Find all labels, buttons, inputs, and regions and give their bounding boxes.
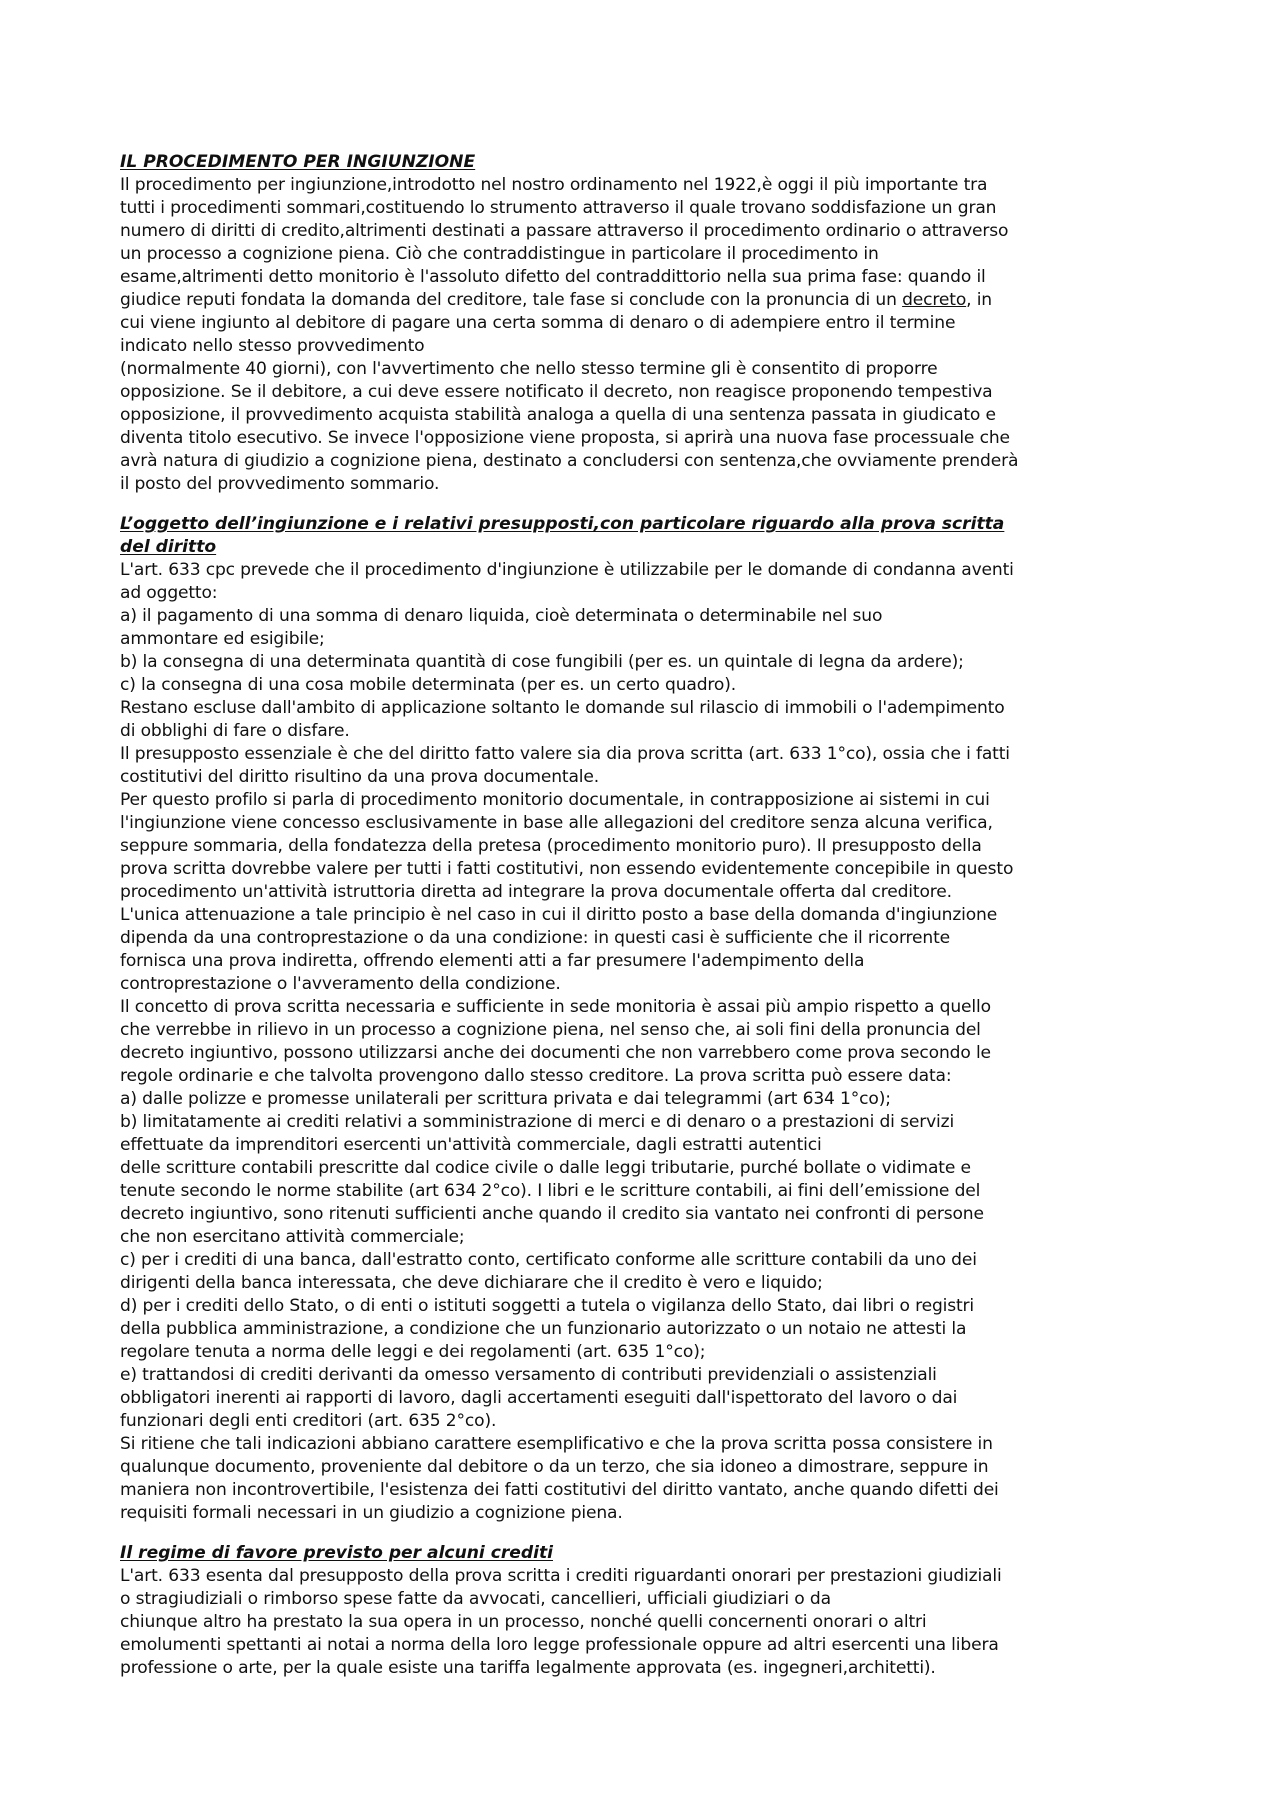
section-heading: Il regime di favore previsto per alcuni crediti [120, 1543, 553, 1563]
body-line: della pubblica amministrazione, a condizione che un funzionario autorizzato o un notaio ne attesti la [120, 1319, 967, 1339]
body-line: L'art. 633 esenta dal presupposto della prova scritta i crediti riguardanti onorari per prestazioni giudiziali [120, 1566, 1002, 1586]
section-oggetto [120, 513, 1166, 1525]
decreto-link[interactable]: decreto [902, 290, 967, 310]
body-line: dipenda da una controprestazione o da una condizione: in questi casi è sufficiente che il ricorrente [120, 928, 950, 948]
body-line: controprestazione o l'avveramento della condizione. [120, 974, 561, 994]
body-line: L'unica attenuazione a tale principio è nel caso in cui il diritto posto a base della domanda d'ingiunzione [120, 905, 998, 925]
body-line: avrà natura di giudizio a cognizione piena, destinato a concludersi con sentenza,che ovviamente prenderà [120, 451, 1019, 471]
body-line: maniera non incontrovertibile, l'esistenza dei fatti costitutivi del diritto vantato, anche quando difetti dei [120, 1480, 999, 1500]
body-line: a) dalle polizze e promesse unilaterali per scrittura privata e dai telegrammi (art 634 1°co); [120, 1089, 891, 1109]
body-line: l'ingiunzione viene concesso esclusivamente in base alle allegazioni del creditore senza alcuna verifica, [120, 813, 993, 833]
body-line: e) trattandosi di crediti derivanti da omesso versamento di contributi previdenziali o assistenziali [120, 1365, 937, 1385]
body-line: numero di diritti di credito,altrimenti destinati a passare attraverso il procedimento ordinario o attraverso [120, 221, 1009, 241]
body-line: esame,altrimenti detto monitorio è l'assoluto difetto del contraddittorio nella sua prima fase: quando il [120, 267, 986, 287]
body-line: decreto ingiuntivo, sono ritenuti sufficienti anche quando il credito sia vantato nei confronti di persone [120, 1204, 984, 1224]
body-line: qualunque documento, proveniente dal debitore o da un terzo, che sia idoneo a dimostrare, seppure in [120, 1457, 989, 1477]
section-gap [120, 1525, 1166, 1542]
body-line: chiunque altro ha prestato la sua opera in un processo, nonché quelli concernenti onorari o altri [120, 1612, 927, 1632]
body-line: cui viene ingiunto al debitore di pagare una certa somma di denaro o di adempiere entro il termine [120, 313, 956, 333]
body-line: emolumenti spettanti ai notai a norma della loro legge professionale oppure ad altri esercenti una libera [120, 1635, 999, 1655]
section-procedimento [120, 151, 1166, 496]
section-regime-favore [120, 1542, 1166, 1680]
body-line: a) il pagamento di una somma di denaro liquida, cioè determinata o determinabile nel suo [120, 606, 883, 626]
body-line: tutti i procedimenti sommari,costituendo lo strumento attraverso il quale trovano soddisfazione un gran [120, 198, 997, 218]
body-line-with-link: giudice reputi fondata la domanda del creditore, tale fase si conclude con la pronuncia di un decreto, in [120, 290, 992, 310]
body-line: che non esercitano attività commerciale; [120, 1227, 465, 1247]
body-line: delle scritture contabili prescritte dal codice civile o dalle leggi tributarie, purché bollate o vidimate e [120, 1158, 971, 1178]
body-line: diventa titolo esecutivo. Se invece l'opposizione viene proposta, si aprirà una nuova fase processuale che [120, 428, 1010, 448]
body-line: Restano escluse dall'ambito di applicazione soltanto le domande sul rilascio di immobili o l'adempimento [120, 698, 1005, 718]
body-line: funzionari degli enti creditori (art. 635 2°co). [120, 1411, 497, 1431]
body-line: Per questo profilo si parla di procedimento monitorio documentale, in contrapposizione ai sistemi in cui [120, 790, 990, 810]
body-line: Il concetto di prova scritta necessaria e sufficiente in sede monitoria è assai più ampio rispetto a quello [120, 997, 991, 1017]
body-line: opposizione. Se il debitore, a cui deve essere notificato il decreto, non reagisce proponendo tempestiva [120, 382, 993, 402]
body-line: un processo a cognizione piena. Ciò che contraddistingue in particolare il procedimento in [120, 244, 879, 264]
body-line: dirigenti della banca interessata, che deve dichiarare che il credito è vero e liquido; [120, 1273, 823, 1293]
section-heading: L’oggetto dell’ingiunzione e i relativi presupposti,con particolare riguardo alla prova scritta [120, 514, 1005, 534]
body-line: d) per i crediti dello Stato, o di enti o istituti soggetti a tutela o vigilanza dello Stato, dai libri o registri [120, 1296, 975, 1316]
body-line: L'art. 633 cpc prevede che il procedimento d'ingiunzione è utilizzabile per le domande di condanna aventi [120, 560, 1014, 580]
body-line: obbligatori inerenti ai rapporti di lavoro, dagli accertamenti eseguiti dall'ispettorato del lavoro o dai [120, 1388, 958, 1408]
body-line: (normalmente 40 giorni), con l'avvertimento che nello stesso termine gli è consentito di proporre [120, 359, 938, 379]
body-line: c) la consegna di una cosa mobile determinata (per es. un certo quadro). [120, 675, 737, 695]
section-heading: IL PROCEDIMENTO PER INGIUNZIONE [120, 152, 476, 172]
body-line: decreto ingiuntivo, possono utilizzarsi anche dei documenti che non varrebbero come prova secondo le [120, 1043, 991, 1063]
body-line: costitutivi del diritto risultino da una prova documentale. [120, 767, 600, 787]
body-line: che verrebbe in rilievo in un processo a cognizione piena, nel senso che, ai soli fini della pronuncia del [120, 1020, 981, 1040]
body-line: tenute secondo le norme stabilite (art 634 2°co). I libri e le scritture contabili, ai fini dell’emissione del [120, 1181, 981, 1201]
body-line: il posto del provvedimento sommario. [120, 474, 440, 494]
section-heading-continued: del diritto [120, 537, 217, 557]
body-line: seppure sommaria, della fondatezza della pretesa (procedimento monitorio puro). Il presupposto della [120, 836, 982, 856]
body-line: requisiti formali necessari in un giudizio a cognizione piena. [120, 1503, 623, 1523]
body-line: c) per i crediti di una banca, dall'estratto conto, certificato conforme alle scritture contabili da uno dei [120, 1250, 977, 1270]
body-line: b) limitatamente ai crediti relativi a somministrazione di merci e di denaro o a prestazioni di servizi [120, 1112, 955, 1132]
body-line: effettuate da imprenditori esercenti un'attività commerciale, dagli estratti autentici [120, 1135, 822, 1155]
body-line: Si ritiene che tali indicazioni abbiano carattere esemplificativo e che la prova scritta possa consistere in [120, 1434, 993, 1454]
document-page [120, 151, 1166, 1680]
body-line: regolare tenuta a norma delle leggi e dei regolamenti (art. 635 1°co); [120, 1342, 706, 1362]
body-line: fornisca una prova indiretta, offrendo elementi atti a far presumere l'adempimento della [120, 951, 865, 971]
body-line: Il presupposto essenziale è che del diritto fatto valere sia dia prova scritta (art. 633 1°co), ossia che i fatti [120, 744, 1010, 764]
body-line: ammontare ed esigibile; [120, 629, 325, 649]
body-line: ad oggetto: [120, 583, 218, 603]
section-gap [120, 496, 1166, 513]
body-line: di obblighi di fare o disfare. [120, 721, 350, 741]
body-line: procedimento un'attività istruttoria diretta ad integrare la prova documentale offerta dal creditore. [120, 882, 952, 902]
body-line: b) la consegna di una determinata quantità di cose fungibili (per es. un quintale di legna da ardere); [120, 652, 964, 672]
body-line: prova scritta dovrebbe valere per tutti i fatti costitutivi, non essendo evidentemente concepibile in questo [120, 859, 1014, 879]
body-line: professione o arte, per la quale esiste una tariffa legalmente approvata (es. ingegneri,architetti). [120, 1658, 936, 1678]
body-line: opposizione, il provvedimento acquista stabilità analoga a quella di una sentenza passata in giudicato e [120, 405, 996, 425]
body-line: indicato nello stesso provvedimento [120, 336, 425, 356]
body-line: regole ordinarie e che talvolta provengono dallo stesso creditore. La prova scritta può essere data: [120, 1066, 952, 1086]
body-line: Il procedimento per ingiunzione,introdotto nel nostro ordinamento nel 1922,è oggi il più importante tra [120, 175, 988, 195]
body-line: o stragiudiziali o rimborso spese fatte da avvocati, cancellieri, ufficiali giudiziari o da [120, 1589, 831, 1609]
